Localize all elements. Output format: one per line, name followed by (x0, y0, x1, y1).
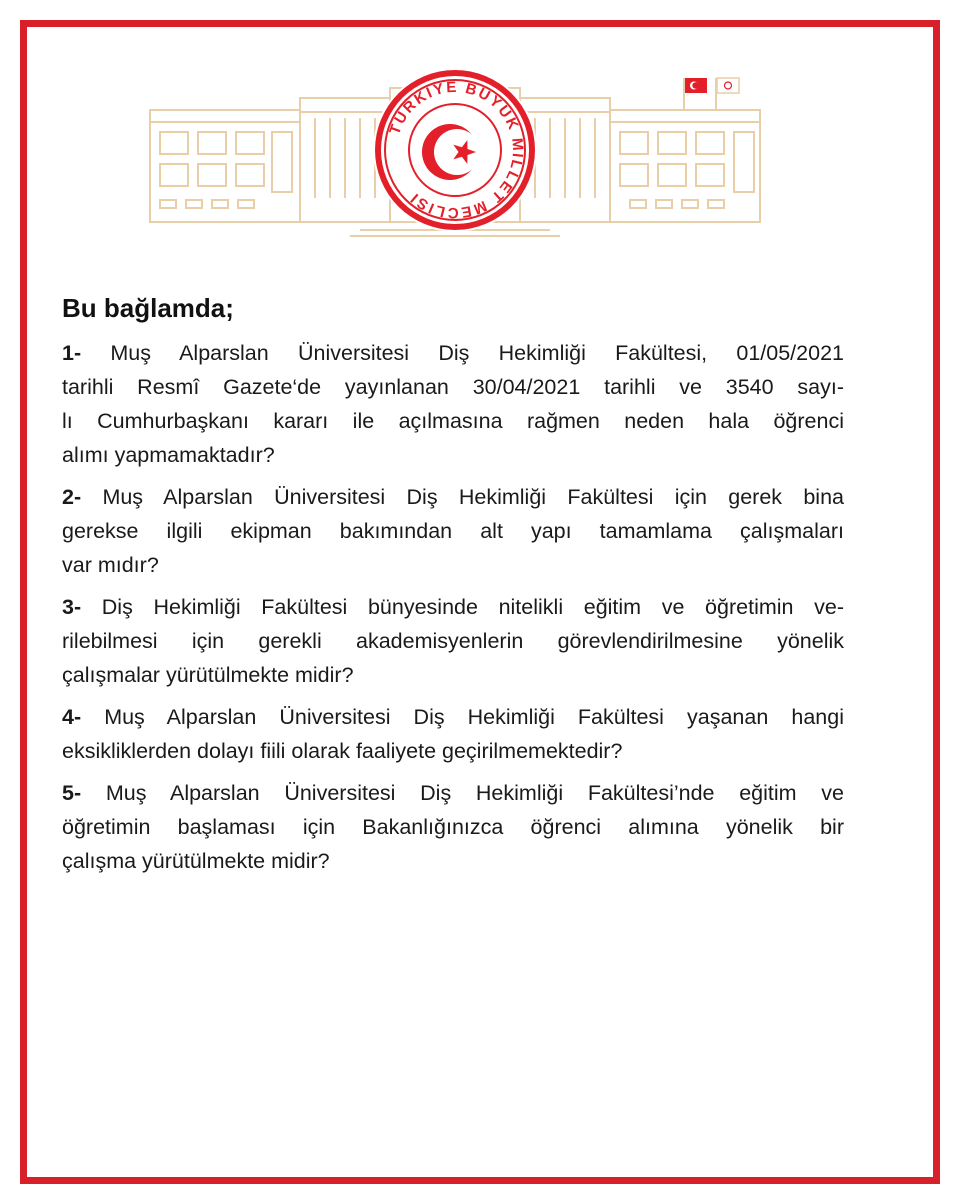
question-text-line: çalışma yürütülmekte midir? (62, 849, 330, 873)
question-number: 3- (62, 595, 82, 619)
question-text-line: gerekse ilgili ekipman bakımından alt yapı tamamlama çalışmaları (62, 519, 844, 543)
question-3 (62, 590, 844, 692)
question-text-line: çalışmalar yürütülmekte midir? (62, 663, 354, 687)
question-text-line: var mıdır? (62, 553, 159, 577)
question-text-line: Diş Hekimliği Fakültesi bünyesinde nitelikli eğitim ve öğretimin ve- (101, 595, 844, 619)
question-text-line: Muş Alparslan Üniversitesi Diş Hekimliği Fakültesi için gerek bina (102, 485, 844, 509)
question-2 (62, 480, 844, 582)
question-text-line: alımı yapmamaktadır? (62, 443, 275, 467)
question-number: 4- (62, 705, 82, 729)
question-text-line: öğretimin başlaması için Bakanlığınızca öğrenci alımına yönelik bir (62, 815, 844, 839)
seal-text: TÜRKİYE BÜYÜK MİLLET MECLİSİ (386, 78, 527, 222)
assembly-flag-icon (717, 78, 739, 93)
section-heading: Bu bağlamda; (62, 293, 234, 323)
question-text-line: lı Cumhurbaşkanı kararı ile açılmasına rağmen neden hala öğrenci (62, 409, 844, 433)
question-number: 1- (62, 341, 82, 365)
question-5 (62, 776, 844, 878)
question-4 (62, 700, 844, 768)
question-number: 2- (62, 485, 82, 509)
question-text-line: rilebilmesi için gerekli akademisyenlerin görevlendirilmesine yönelik (62, 629, 844, 653)
question-text-line: Muş Alparslan Üniversitesi Diş Hekimliği Fakültesi’nde eğitim ve (105, 781, 844, 805)
question-text-line: Muş Alparslan Üniversitesi Diş Hekimliği Fakültesi, 01/05/2021 (110, 341, 844, 365)
document-body (62, 292, 844, 886)
question-1 (62, 336, 844, 472)
question-text-line: Muş Alparslan Üniversitesi Diş Hekimliği Fakültesi yaşanan hangi (104, 705, 844, 729)
question-text-line: tarihli Resmî Gazete‘de yayınlanan 30/04/2021 tarihli ve 3540 sayı- (62, 375, 844, 399)
parliament-building-illustration (130, 48, 770, 238)
tbmm-seal-logo (373, 68, 537, 232)
question-number: 5- (62, 781, 82, 805)
question-text-line: eksikliklerden dolayı fiili olarak faaliyete geçirilmemektedir? (62, 739, 623, 763)
